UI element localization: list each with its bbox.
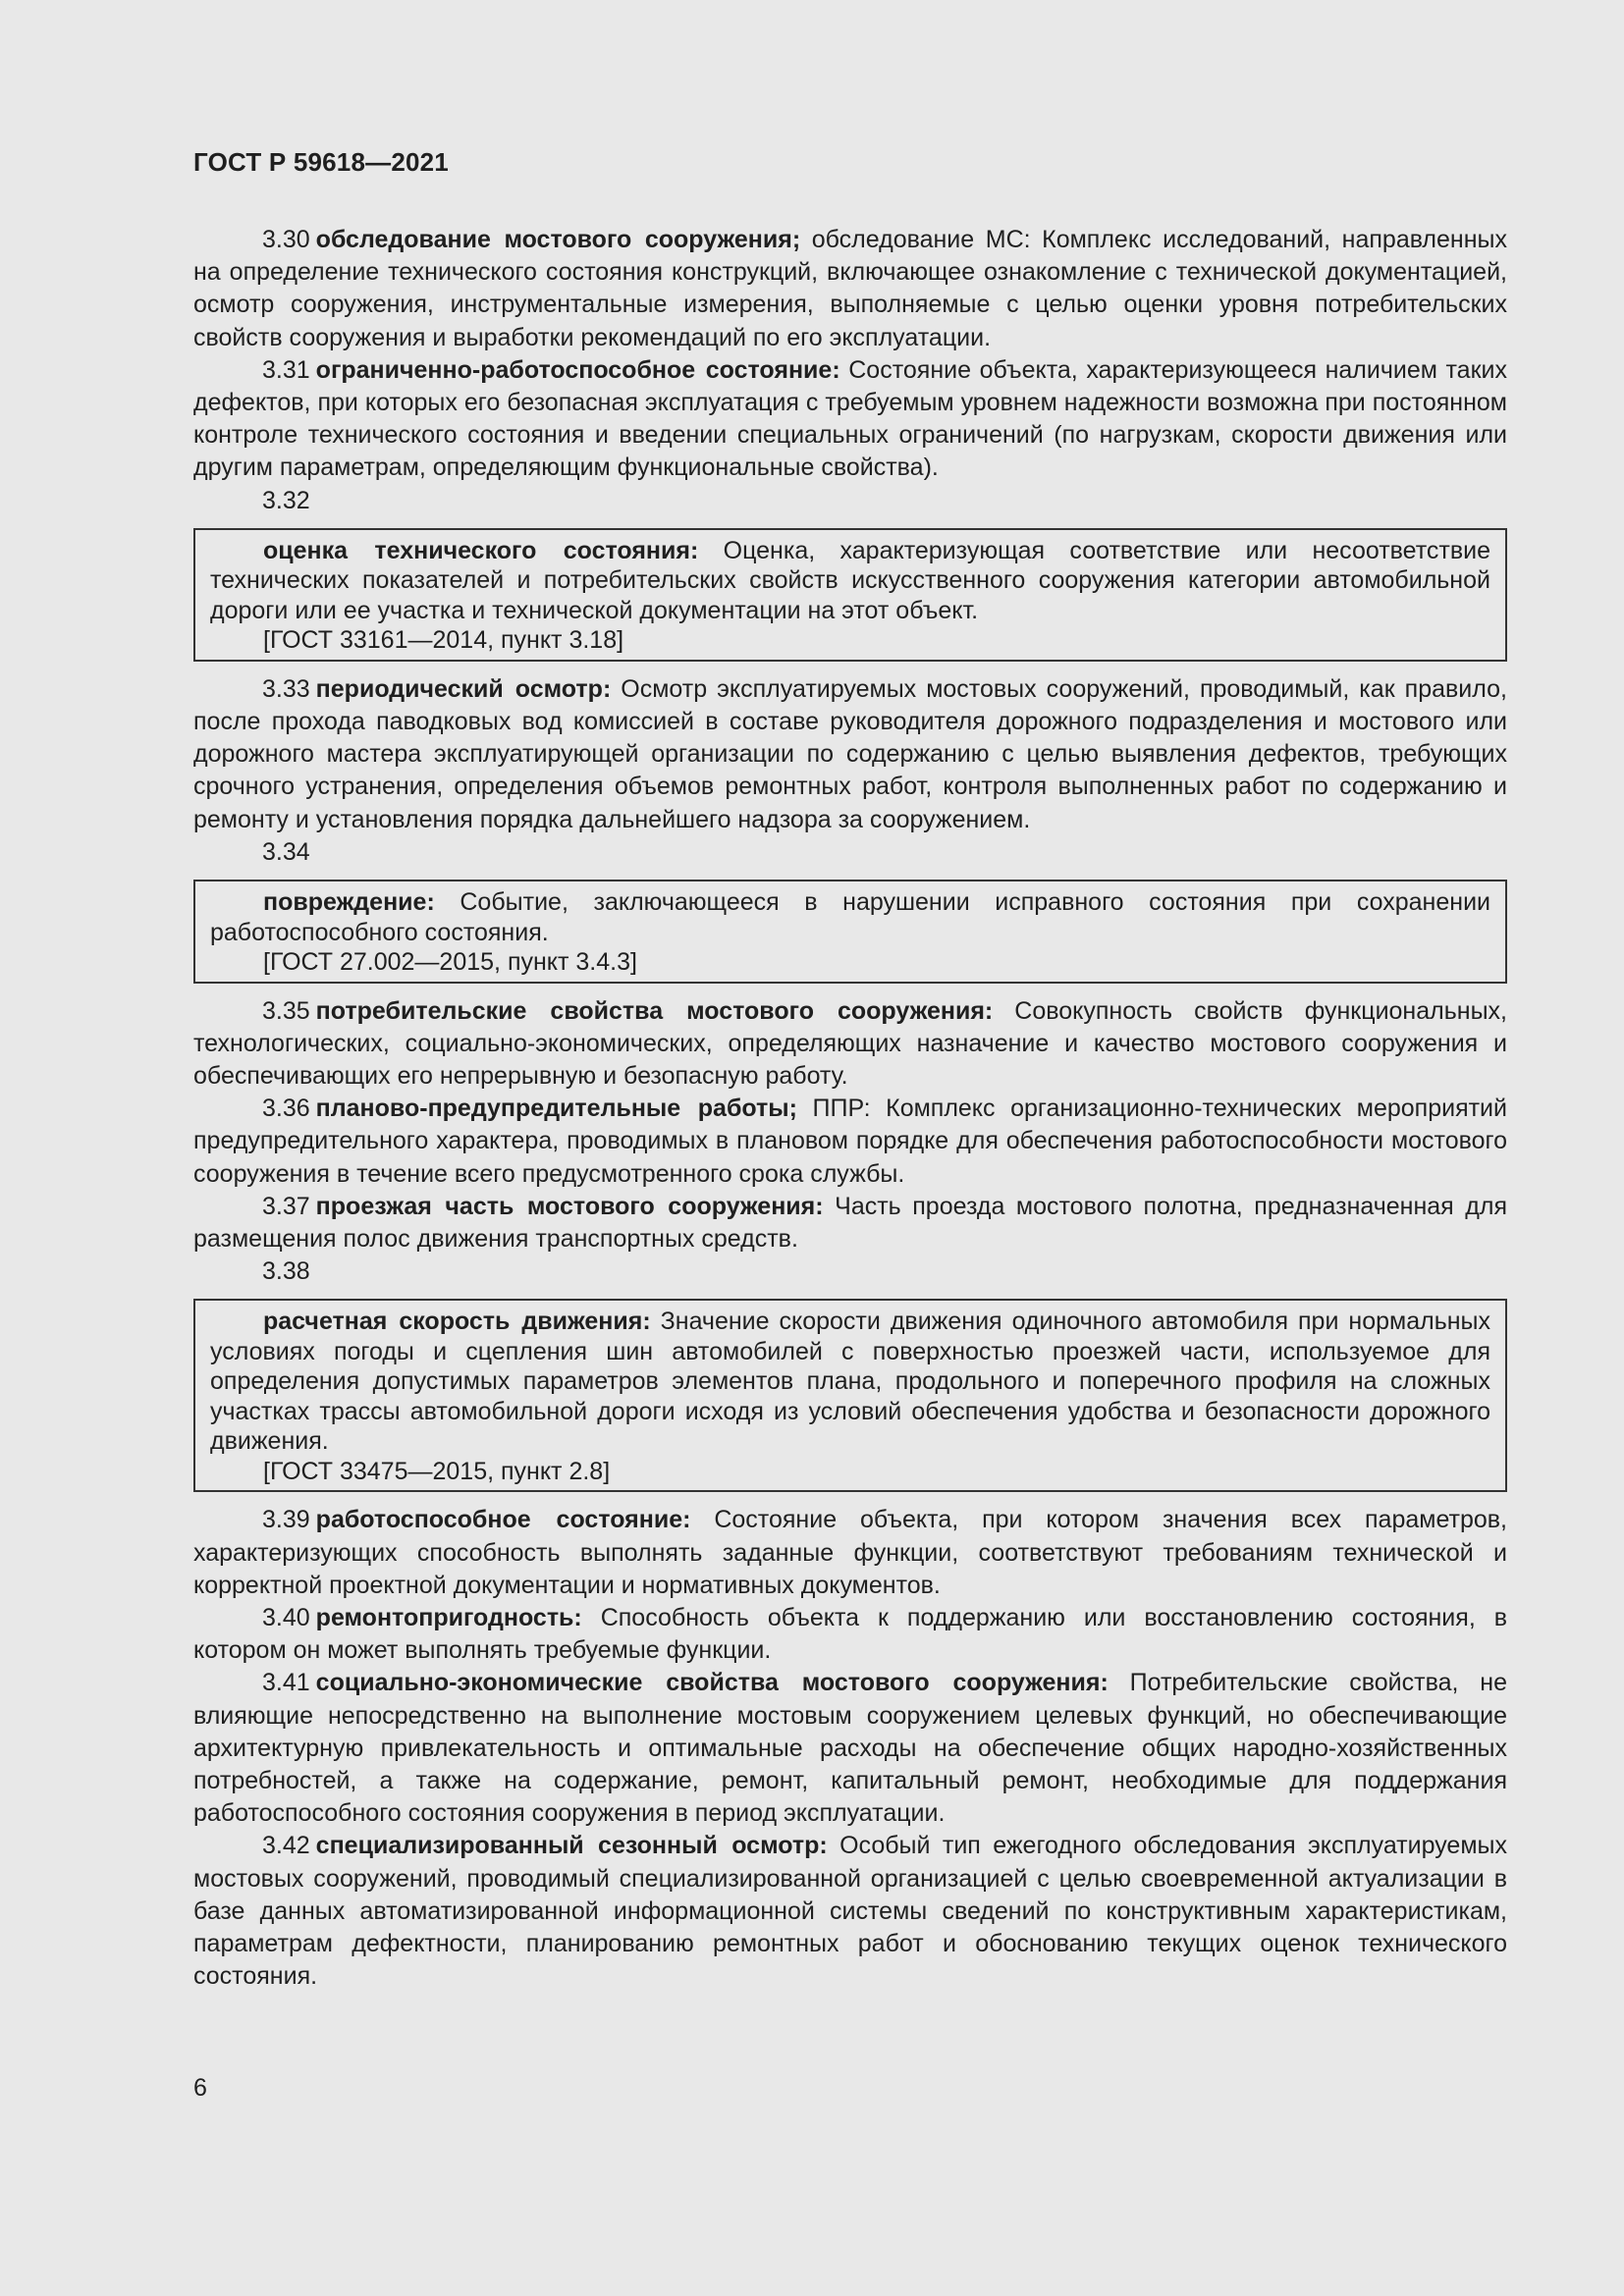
term-name: проезжая часть мостового сооружения: [315,1192,824,1220]
term-name: социально-экономические свойства мостового сооружения: [315,1669,1109,1697]
term-number: 3.42 [262,1832,310,1860]
term-definition: Часть проезда мостового полотна, предназначенная для размещения полос движения транспортных средств. [193,1192,1507,1253]
term-definition: Осмотр эксплуатируемых мостовых сооружений, проводимый, как правило, после прохода паводковых вод комиссией в составе руководителя дорожного подразделения и мостового или дорожного мастера эксплуатирующей организации по содержанию с целью выявления дефектов, требующих срочного устранения, определения объемов ремонтных работ, контроля выполненных работ по содержанию и ремонту и установления порядка дальнейшего надзора за сооружением. [193,674,1507,833]
referenced-term-box-3-34 [193,880,1507,984]
term-definition: Событие, заключающееся в нарушении исправного состояния при сохранении работоспособного состояния. [210,888,1490,946]
term-entry-3-40 [193,1602,1507,1667]
term-entry-3-38 [210,1307,1490,1457]
term-number-3-38: 3.38 [262,1257,310,1286]
term-number: 3.37 [262,1192,310,1220]
term-definition: Совокупность свойств функциональных, технологических, социально-экономических, определяющих назначение и качество мостового сооружения и обеспечивающих его непрерывную и безопасную работу. [193,996,1507,1090]
document-code-header: ГОСТ Р 59618—2021 [193,147,449,177]
term-name: ремонтопригодность: [315,1603,582,1631]
term-number: 3.40 [262,1603,310,1631]
term-definition: Значение скорости движения одиночного автомобиля при нормальных условиях погоды и сцепления шин автомобилей с поверхностью проезжей части, используемое для определения допустимых параметров элементов плана, продольного и поперечного профиля на сложных участках трассы автомобильной дороги исходя из условий обеспечения удобства и безопасности дорожного движения. [210,1308,1490,1456]
terms-content [193,224,1507,1993]
term-entry-3-30 [193,224,1507,354]
referenced-term-box-3-32 [193,528,1507,662]
term-definition: Способность объекта к поддержанию или восстановлению состояния, в котором он может выполнять требуемые функции. [193,1603,1507,1665]
term-number: 3.30 [262,226,310,253]
term-number: 3.39 [262,1506,310,1534]
term-entry-3-42 [193,1830,1507,1993]
term-definition: Состояние объекта, при котором значения всех параметров, характеризующих способность выполнять заданные функции, соответствуют требованиям технической и корректной проектной документации и нормативных документов. [193,1506,1507,1599]
term-entry-3-36 [193,1093,1507,1191]
term-source-reference: [ГОСТ 33161—2014, пункт 3.18] [263,626,624,655]
term-name: обследование мостового сооружения; [315,226,801,253]
term-name: специализированный сезонный осмотр: [315,1832,828,1860]
term-entry-3-35 [193,995,1507,1094]
term-entry-3-33 [193,673,1507,836]
term-name: повреждение: [263,888,435,917]
term-definition: Потребительские свойства, не влияющие непосредственно на выполнение мостовым сооружением целевых функций, но обеспечивающие архитектурную привлекательность и оптимальные расходы на обеспечение общих народно-хозяйственных потребностей, а также на содержание, ремонт, капитальный ремонт, необходимые для поддержания работоспособного состояния сооружения в период эксплуатации. [193,1669,1507,1828]
term-name: оценка технического состояния: [263,536,699,564]
term-number: 3.31 [262,355,310,384]
term-name: планово-предупредительные работы; [315,1095,797,1123]
term-name: ограниченно-работоспособное состояние: [315,355,840,384]
term-definition: Оценка, характеризующая соответствие или несоответствие технических показателей и потребительских свойств искусственного сооружения категории автомобильной дороги или ее участка и технической документации на этот объект. [210,536,1491,624]
term-number: 3.33 [262,674,310,703]
term-name: работоспособное состояние: [315,1506,691,1534]
term-number-3-32: 3.32 [262,486,310,514]
term-name: периодический осмотр: [315,674,612,703]
term-entry-3-37 [193,1191,1507,1255]
term-definition: ППР: Комплекс организационно-технических мероприятий предупредительного характера, проводимых в плановом порядке для обеспечения работоспособности мостового сооружения в течение всего предусмотренного срока службы. [193,1095,1507,1188]
page-number: 6 [193,2074,207,2102]
term-entry-3-34 [210,887,1490,947]
term-entry-3-31 [193,354,1507,485]
term-entry-3-39 [193,1504,1507,1602]
term-name: потребительские свойства мостового сооружения: [315,996,994,1025]
referenced-term-box-3-38 [193,1299,1507,1492]
term-entry-3-32 [210,536,1490,626]
term-definition: обследование МС: Комплекс исследований, направленных на определение технического состояния конструкций, включающее ознакомление с технической документацией, осмотр сооружения, инструментальные измерения, выполняемые с целью оценки уровня потребительских свойств сооружения и выработки рекомендаций по его эксплуатации. [193,226,1507,351]
term-definition: Состояние объекта, характеризующееся наличием таких дефектов, при которых его безопасная эксплуатация с требуемым уровнем надежности возможна при постоянном контроле технического состояния и введении специальных ограничений (по нагрузкам, скорости движения или другим параметрам, определяющим функциональные свойства). [193,355,1507,482]
term-number: 3.35 [262,996,310,1025]
term-definition: Особый тип ежегодного обследования эксплуатируемых мостовых сооружений, проводимый специализированной организацией с целью своевременной актуализации в базе данных автоматизированной информационной системы сведений по конструктивным характеристикам, параметрам дефектности, планированию ремонтных работ и обоснованию текущих оценок технического состояния. [193,1832,1507,1991]
term-source-reference: [ГОСТ 33475—2015, пункт 2.8] [263,1457,611,1485]
term-entry-3-41 [193,1667,1507,1830]
term-source-reference: [ГОСТ 27.002—2015, пункт 3.4.3] [263,948,637,977]
term-name: расчетная скорость движения: [263,1308,651,1336]
term-number-3-34: 3.34 [262,837,310,866]
term-number: 3.41 [262,1669,310,1697]
term-number: 3.36 [262,1095,310,1123]
